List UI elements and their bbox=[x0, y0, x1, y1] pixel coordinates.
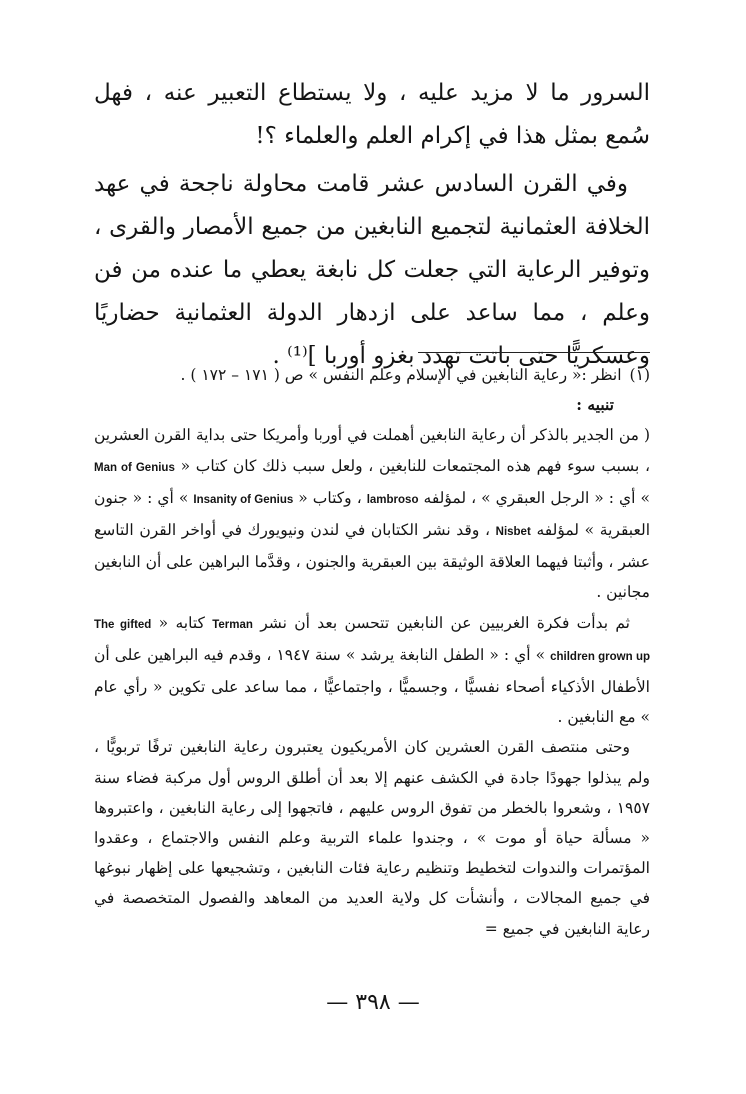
note-text: ، وكتاب « bbox=[293, 488, 367, 507]
page-number: — ٣٩٨ — bbox=[326, 990, 420, 1015]
latin-author: Terman bbox=[212, 618, 253, 631]
latin-title: The gifted children grown up bbox=[94, 618, 650, 663]
note-paragraph bbox=[94, 420, 650, 607]
main-text-block bbox=[94, 72, 650, 378]
note-text: » أي : « الطفل النابغة يرشد » سنة ١٩٤٧ ، وقدم فيه البراهين على أن الأطفال الأذكياء أصحاء نفسيًّا ، وجسميًّا ، واجتماعيًّا ، مما ساعد على تكوين « رأي عام » مع النابغين . bbox=[94, 645, 650, 727]
note-paragraph: وحتى منتصف القرن العشرين كان الأمريكيون يعتبرون رعاية النابغين ترفًا تربويًّا ، ولم يبذلوا جهودًا جادة في الكشف عنهم إلا بعد أن أطلق الروس أول مركبة فضاء سنة ١٩٥٧ ، وشعروا بالخطر من تفوق الروس عليهم ، فاتجهوا إلى رعاية النابغين ، واعتبروها « مسألة حياة أو موت » ، وجندوا علماء التربية وعلم النفس والاجتماع ، وعقدوا المؤتمرات والندوات لتخطيط وتنظيم رعاية فئات النابغين ، وتشجيعها على إظهار نبوغها في جميع المجالات ، وأنشأت كل ولاية العديد من المعاهد والفصول المتخصصة في رعاية النابغين في جميع = bbox=[94, 738, 650, 938]
note-text: » أي : « جنون العبقرية » لمؤلفه bbox=[94, 488, 650, 540]
latin-author: Nisbet bbox=[495, 526, 531, 539]
footnote-number: (١) bbox=[629, 366, 650, 384]
footnotes-section bbox=[94, 360, 650, 944]
note-text: » أي : « الرجل العبقري » ، لمؤلفه bbox=[418, 488, 650, 507]
note-text: كتابه « bbox=[151, 613, 213, 632]
footnote bbox=[94, 360, 650, 390]
note-paragraph bbox=[94, 608, 650, 733]
note-text: ، وقد نشر الكتابان في لندن ونيويورك في أواخر القرن التاسع عشر ، وأثبتا فيهما العلاقة الوثيقة بين العبقرية والجنون ، وقدَّما البراهين على أن النابغين مجانين . bbox=[94, 521, 650, 602]
latin-title: Man of Genius bbox=[94, 461, 175, 474]
note-text: ( من الجدير بالذكر أن رعاية النابغين أهملت في أوربا وأمريكا حتى بداية القرن العشرين ، بسبب سوء فهم هذه المجتمعات للنابغين ، ولعل سبب ذلك كان كتاب « bbox=[94, 426, 650, 475]
note-heading: تنبيه : bbox=[576, 395, 614, 415]
note-text: ثم بدأت فكرة الغربيين عن النابغين تتحسن بعد أن نشر bbox=[252, 613, 630, 632]
latin-title: Insanity of Genius bbox=[193, 493, 294, 506]
footnote-text: انظر :« رعاية النابغين في الإسلام وعلم النفس » ص ( ١٧١ – ١٧٢ ) . bbox=[180, 366, 622, 384]
latin-author: lambroso bbox=[366, 493, 419, 506]
main-paragraph: السرور ما لا مزيد عليه ، ولا يستطاع التعبير عنه ، فهل سُمع بمثل هذا في إكرام العلم والعلماء ؟! bbox=[94, 80, 650, 149]
main-paragraph: وفي القرن السادس عشر قامت محاولة ناجحة في عهد الخلافة العثمانية لتجميع النابغين من جميع الأمصار والقرى ، وتوفير الرعاية التي جعلت كل نابغة يعطي ما عنده من فن وعلم ، مما ساعد على ازدهار الدولة العثمانية حضاريًا وعسكريًّا حتى باتت تهدد بغزو أوربا ]⁽¹⁾ . bbox=[94, 171, 650, 369]
footnote-separator bbox=[418, 352, 650, 353]
